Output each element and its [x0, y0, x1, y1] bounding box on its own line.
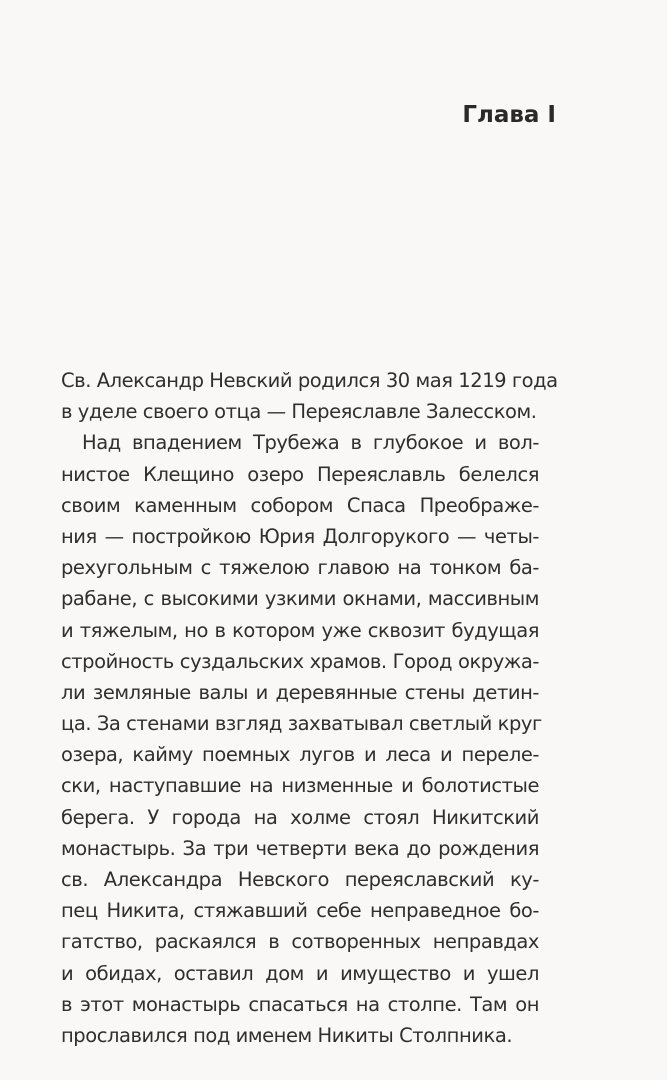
text-line: гатство, раскаялся в сотворенных неправдах — [61, 930, 539, 954]
text-line: ния — постройкою Юрия Долгорукого — четы- — [61, 524, 539, 548]
text-line: св. Александра Невского переяславский ку- — [61, 868, 539, 891]
text-line: ли земляные валы и деревянные стены детин- — [61, 680, 539, 704]
text-line: озера, кайму поемных лугов и леса и переле- — [61, 743, 539, 767]
paragraph-1 — [61, 365, 558, 427]
text-line: в этот монастырь спасаться на столпе. Там он — [61, 992, 539, 1016]
text-line: ца. За стенами взгляд захватывал светлый круг — [61, 712, 542, 736]
paragraph-2 — [61, 427, 542, 1051]
text-line: монастырь. За три четверти века до рождения — [61, 836, 539, 860]
text-line: ски, наступавшие на низменные и болотистые — [61, 774, 539, 798]
chapter-title: Глава I — [462, 102, 556, 128]
text-line: пец Никита, стяжавший себе неправедное бо- — [61, 899, 539, 923]
text-line: и тяжелым, но в котором уже сквозит будущая — [61, 618, 539, 642]
text-line: Над впадением Трубежа в глубокое и вол- — [82, 431, 539, 455]
text-line: рабане, с высокими узкими окнами, массивным — [61, 587, 539, 611]
text-line: берега. У города на холме стоял Никитский — [61, 805, 539, 829]
text-line: своим каменным собором Спаса Преображе- — [61, 493, 539, 517]
body-text — [61, 365, 558, 1051]
text-line: Св. Александр Невский родился 30 мая 1219 года — [61, 369, 558, 392]
text-line: прославился под именем Никиты Столпника. — [61, 1023, 513, 1047]
text-line: и обидах, оставил дом и имущество и ушел — [61, 961, 539, 985]
text-line: стройность суздальских храмов. Город окружа- — [61, 649, 539, 673]
text-line: нистое Клещино озеро Переяславль белелся — [61, 462, 539, 486]
text-line: в уделе своего отца — Переяславле Залесском. — [61, 400, 537, 424]
text-line: рехугольным с тяжелою главою на тонком ба- — [61, 556, 539, 580]
